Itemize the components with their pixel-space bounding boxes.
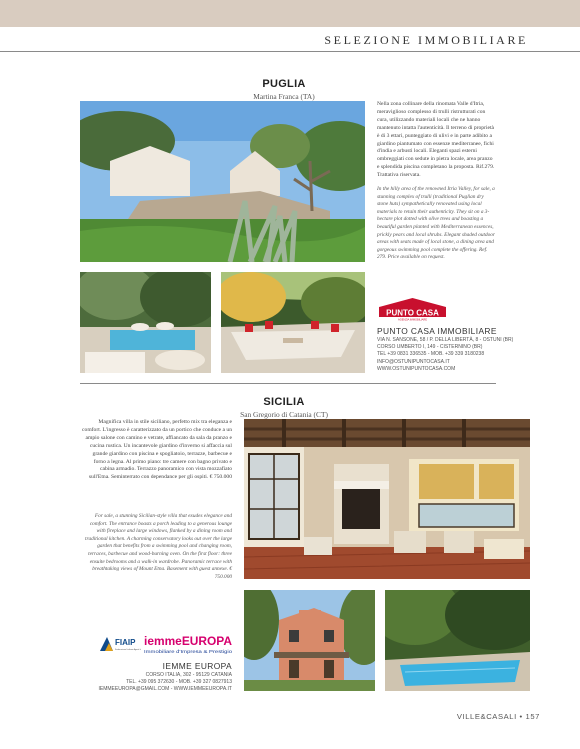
fiaip-logo-subtitle: Federazione Italiana Agenti (115, 649, 140, 651)
region-title-sicilia: SICILIA (263, 396, 305, 408)
header-rule (0, 51, 580, 52)
photo-sicilia-pool-garden (385, 590, 530, 691)
photo-puglia-terrace (221, 272, 365, 373)
agency-contact-line: CORSO UMBERTO I, 149 - CISTERNINO (BR) (377, 344, 483, 351)
section-title: SELEZIONE IMMOBILIARE (324, 33, 528, 47)
region-title-puglia: PUGLIA (262, 78, 306, 90)
photo-puglia-trulli-garden (80, 101, 365, 262)
agency-name-punto-casa: PUNTO CASA IMMOBILIARE (377, 326, 497, 336)
agency-contact-punto-casa (377, 337, 514, 373)
agency-contact-line: TEL +39 0831 336535 - MOB. +39 339 3180238 (377, 351, 485, 358)
photo-sicilia-villa-exterior (244, 590, 375, 691)
section-divider (80, 383, 496, 384)
top-color-band (0, 0, 580, 27)
photo-sicilia-living-room (244, 419, 530, 579)
sicilia-description-it: Magnifica villa in stile siciliano, perfetto mix tra eleganza e comfort. L'ingresso è caratterizzato da un portico che conduce a un ampio salone con camino e vetrate, affiancato da sala da pranzo e cucina rustica. Un incantevole giardino d'inverno si affaccia sul grande giardino con piscina e spogliatoio, terrazze, barbecue e forno a legna. Al primo piano: tre camere con bagno privato e cabina armadio. Terrazzo panoramico con vista mozzafiato sull'Etna. Seminterrato con dependance per gli ospiti. € 750.000 (82, 419, 232, 481)
agency-email-website: IEMMEEUROPA@GMAIL.COM - WWW.IEMMEEUROPA.IT (98, 686, 232, 693)
iemme-europa-logo-text: iemmeEUROPA (144, 634, 232, 648)
punto-casa-logo-text: PUNTO CASA (386, 308, 439, 318)
page-number: 157 (525, 712, 540, 721)
page-footer (457, 712, 540, 721)
magazine-name: VILLE&CASALI (456, 712, 517, 721)
agency-website: WWW.OSTUNIPUNTOCASA.COM (377, 365, 456, 372)
agency-contact-line: CORSO ITALIA, 302 - 95129 CATANIA (145, 672, 232, 678)
sicilia-description-en: For sale, a stunning Sicilian-style villa that exudes elegance and comfort. The entrance boasts a porch leading to a generous lounge with fireplace and large windows, flanked by a dining room and traditional kitchen. A charming conservatory looks out over the large garden that benefits from a swimming pool and changing room, terraces, barbecue and wood-burning oven. On the first floor: three ensuite bedrooms and a walk-in wardrobe. Panoramic terrace with breathtaking views of Mount Etna. Basement with guest annexe. € 750.000 (84, 513, 232, 580)
fiaip-logo (97, 633, 141, 655)
punto-casa-logo-tagline: AGENZIA IMMOBILIARE (398, 318, 427, 321)
punto-casa-logo (377, 297, 448, 321)
agency-contact-iemme-europa (80, 672, 232, 694)
agency-contact-line: TEL. +39 095 372630 - MOB. +39 327 0827913 (126, 679, 232, 686)
footer-separator: • (519, 712, 523, 721)
photo-puglia-pool (80, 272, 211, 373)
location-puglia: Martina Franca (TA) (253, 92, 315, 101)
agency-contact-line: VIA N. SANSONE, 58 / P. DELLA LIBERTÀ, 8 - OSTUNI (BR) (377, 337, 514, 343)
agency-email: INFO@OSTUNIPUNTOCASA.IT (377, 358, 450, 365)
puglia-description-en: In the hilly area of the renowned Itria Valley, for sale, a stunning complex of trulli (traditional Puglian dry stone huts) sympathetically renovated using local materials to retain their authenticity. They sit on a 3-hectare plot dotted with olive trees and boasting a beautiful garden planted with Mediterranean essences, prickly pears and local shrubs. Elegant shaded outdoor areas with seats made of local stone, a dining area and gorgeous swimming pool complete the offering. Ref. 279. Price available on request. (377, 186, 495, 261)
puglia-description-it: Nella zona collinare della rinomata Valle d'Itria, meraviglioso complesso di trulli ristrutturati con cura, utilizzando materiali locali che ne hanno mantenuto intatta l'autenticità. Il terreno di proprietà è di 3 ettari, punteggiato di ulivi e in parte adibito a giardino piantumato con essenze mediterranee, fichi d'india e arbusti locali. Eleganti spazi esterni ombreggiati con sedute in pietra locale, area pranzo e splendida piscina completano la proposta. Rif.279. Trattativa riservata. (377, 101, 495, 179)
iemme-europa-logo-tagline: Immobiliare d'Impresa & Prestigio (144, 649, 232, 654)
location-sicilia: San Gregorio di Catania (CT) (240, 410, 328, 419)
fiaip-logo-text: FIAIP (115, 638, 136, 647)
agency-name-iemme-europa: IEMME EUROPA (162, 661, 232, 671)
iemme-europa-logo (144, 632, 232, 656)
